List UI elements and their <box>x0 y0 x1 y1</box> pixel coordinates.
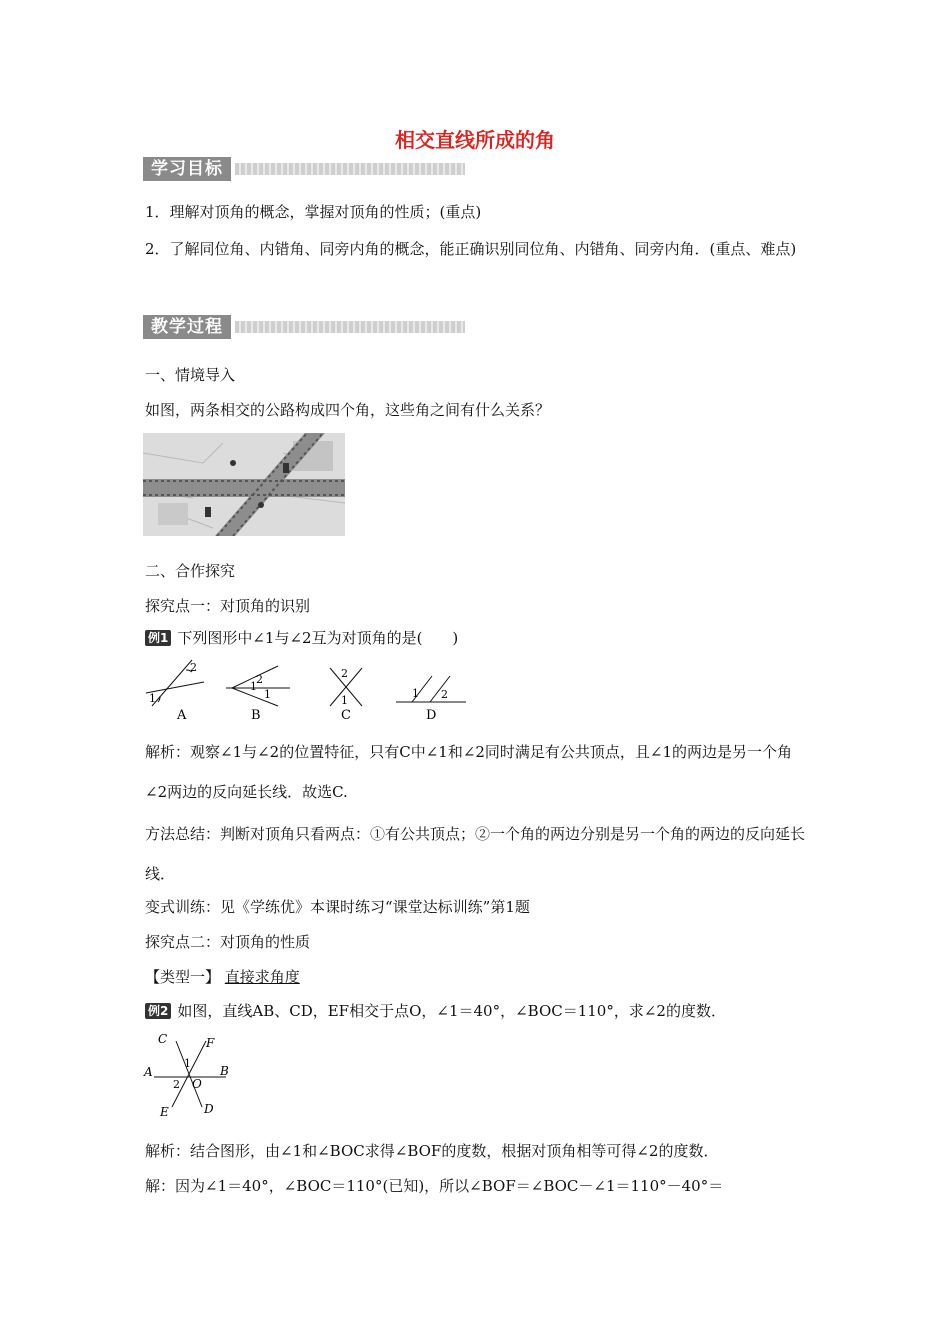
example-1-text: 下列图形中∠1与∠2互为对顶角的是( ) <box>177 629 459 647</box>
example-1-line <box>145 628 458 648</box>
banner-stripe <box>235 163 465 175</box>
road-map-image <box>143 433 345 536</box>
explore-point-1: 探究点一：对顶角的识别 <box>145 597 311 615</box>
type-1-label: 【类型一】 <box>145 968 221 986</box>
solution-text: 解：因为∠1＝40°，∠BOC＝110°(已知)，所以∠BOF＝∠BOC－∠1＝110°－40°＝ <box>145 1177 724 1195</box>
option-d-label: D <box>426 708 437 723</box>
option-a-angle-2: 2 <box>190 661 197 674</box>
option-d-angle-2: 2 <box>441 688 448 701</box>
point-o-label: O <box>192 1077 202 1091</box>
option-c-angle-1: 1 <box>341 694 348 707</box>
intro-heading: 一、情境导入 <box>145 366 236 384</box>
type-1-title: 直接求角度 <box>224 968 300 986</box>
option-a-angle-1: 1 <box>149 692 156 705</box>
point-b-label: B <box>220 1064 229 1078</box>
explore-point-2: 探究点二：对顶角的性质 <box>145 933 311 951</box>
point-c-label: C <box>158 1033 168 1046</box>
page-title: 相交直线所成的角 <box>395 128 555 152</box>
goals-banner <box>143 157 465 183</box>
point-e-label: E <box>160 1105 169 1119</box>
option-c-angle-2: 2 <box>341 667 348 680</box>
example-1-badge: 例1 <box>145 630 171 646</box>
option-b-angle-1b: 1 <box>264 688 271 701</box>
angle-2-label: 2 <box>173 1078 180 1091</box>
example-2-line <box>145 1001 726 1021</box>
example-2-lines <box>154 1041 226 1107</box>
option-a-label: A <box>177 708 187 723</box>
example-2-text: 如图，直线AB、CD，EF相交于点O，∠1＝40°，∠BOC＝110°，求∠2的度数． <box>177 1002 726 1020</box>
type-1-line <box>145 967 300 987</box>
variant-training: 变式训练：见《学练优》本课时练习“课堂达标训练”第1题 <box>145 898 530 916</box>
option-b-angle-2: 2 <box>256 673 263 686</box>
option-b-figure <box>226 666 290 706</box>
intro-text: 如图，两条相交的公路构成四个角，这些角之间有什么关系？ <box>145 401 551 419</box>
process-banner <box>143 315 465 341</box>
point-d-label: D <box>204 1102 214 1116</box>
analysis-1: 解析：观察∠1与∠2的位置特征，只有C中∠1和∠2同时满足有公共顶点，且∠1的两边是另一个角∠2两边的反向延长线．故选C. <box>145 743 793 801</box>
explore-heading: 二、合作探究 <box>145 562 236 580</box>
option-b-label: B <box>251 708 261 723</box>
goal-1: 1．理解对顶角的概念，掌握对顶角的性质；(重点) <box>145 203 482 221</box>
point-f-label: F <box>206 1036 215 1050</box>
example-2-badge: 例2 <box>145 1003 171 1019</box>
option-c-label: C <box>341 708 351 723</box>
option-d-figure <box>396 676 466 702</box>
analysis-2: 解析：结合图形，由∠1和∠BOC求得∠BOF的度数，根据对顶角相等可得∠2的度数． <box>145 1142 719 1160</box>
goal-2: 2．了解同位角、内错角、同旁内角的概念，能正确识别同位角、内错角、同旁内角．(重点、难点) <box>145 240 797 258</box>
option-b-angle-1a: 1 <box>250 680 257 693</box>
banner-stripe <box>235 321 465 333</box>
point-a-label: A <box>144 1065 153 1079</box>
angle-1-label: 1 <box>184 1057 191 1070</box>
option-d-angle-1: 1 <box>412 687 419 700</box>
example-2-figure <box>140 1033 240 1121</box>
goals-label: 学习目标 <box>143 157 231 181</box>
method-summary: 方法总结：判断对顶角只看两点：①有公共顶点；②一个角的两边分别是另一个角的两边的反向延长线． <box>145 825 806 883</box>
process-label: 教学过程 <box>143 315 231 339</box>
example-1-options-figure <box>140 658 480 724</box>
